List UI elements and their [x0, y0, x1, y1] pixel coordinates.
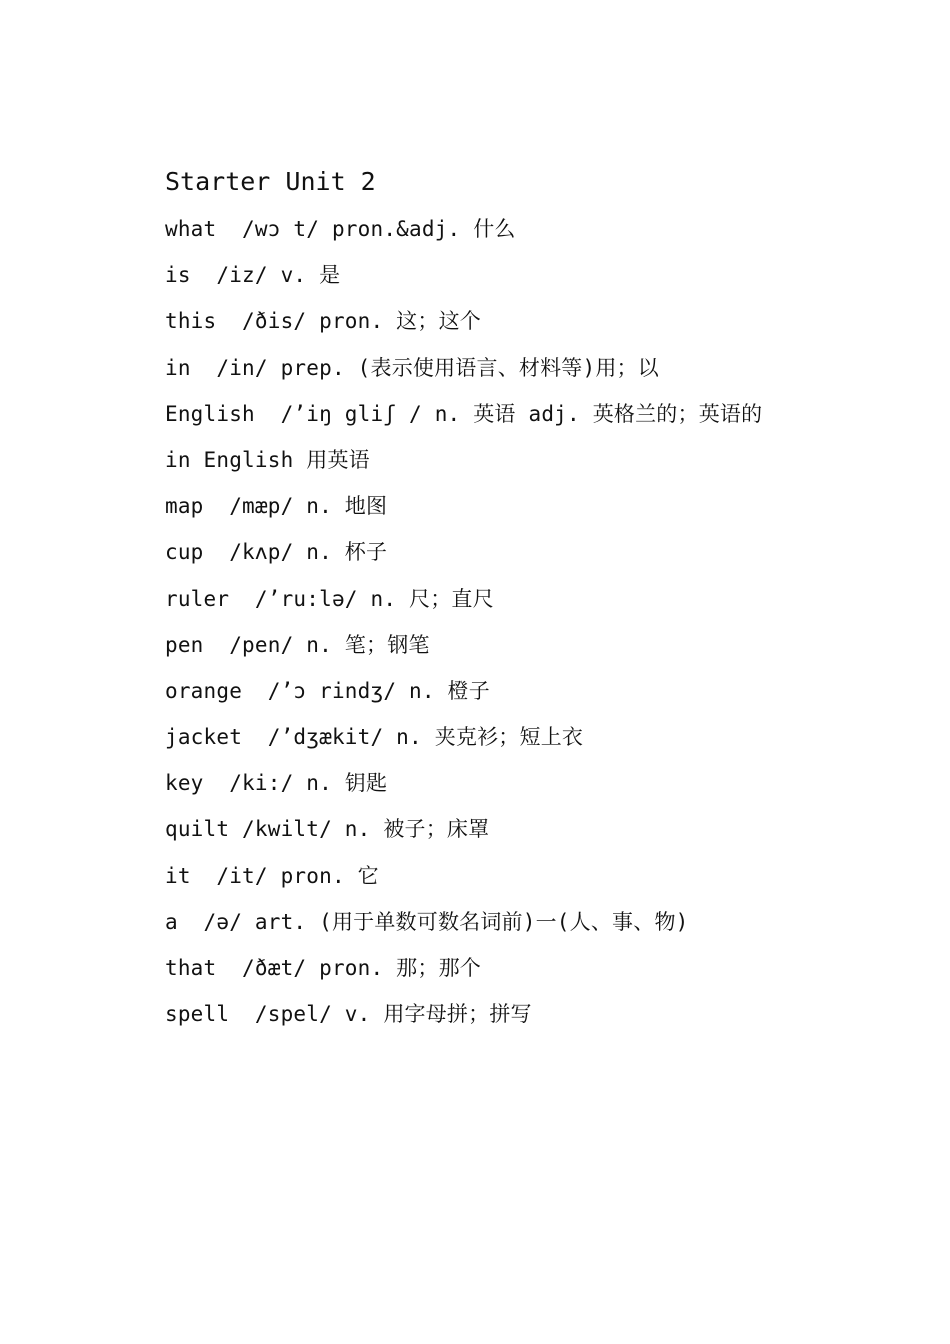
vocabulary-list [165, 160, 865, 1037]
vocab-entry-spell: spell /spel/ v. 用字母拼；拼写 [165, 1002, 532, 1027]
vocab-entry-cup: cup /kʌp/ n. 杯子 [165, 540, 388, 565]
vocab-entry-this: this /ðis/ pron. 这；这个 [165, 309, 481, 334]
vocab-entry-what: what /wɔ t/ pron.&adj. 什么 [165, 217, 516, 241]
vocab-entry-key: key /ki:/ n. 钥匙 [165, 771, 388, 796]
vocab-entry-map: map /mæp/ n. 地图 [165, 494, 388, 519]
vocab-entry-in: in /in/ prep. (表示使用语言、材料等)用；以 [165, 355, 659, 380]
vocab-entry-is: is /iz/ v. 是 [165, 263, 341, 288]
vocab-entry-a: a /ə/ art. (用于单数可数名词前)一(人、事、物) [165, 909, 689, 934]
vocab-entry-it: it /it/ pron. 它 [165, 863, 379, 888]
vocab-entry-orange: orange /’ɔ rindʒ/ n. 橙子 [165, 678, 490, 703]
page-title: Starter Unit 2 [165, 167, 376, 196]
vocab-entry-pen: pen /pen/ n. 笔；钢笔 [165, 632, 430, 657]
vocab-entry-ruler: ruler /’ru:lə/ n. 尺；直尺 [165, 586, 494, 611]
vocab-entry-english: English /’iŋ gliʃ / n. 英语 adj. 英格兰的；英语的 [165, 401, 763, 426]
vocab-entry-jacket: jacket /’dʒækit/ n. 夹克衫；短上衣 [165, 725, 584, 750]
vocab-entry-that: that /ðæt/ pron. 那；那个 [165, 956, 481, 980]
vocab-entry-in-english: in English 用英语 [165, 447, 370, 472]
vocab-entry-quilt: quilt /kwilt/ n. 被子；床罩 [165, 817, 490, 842]
